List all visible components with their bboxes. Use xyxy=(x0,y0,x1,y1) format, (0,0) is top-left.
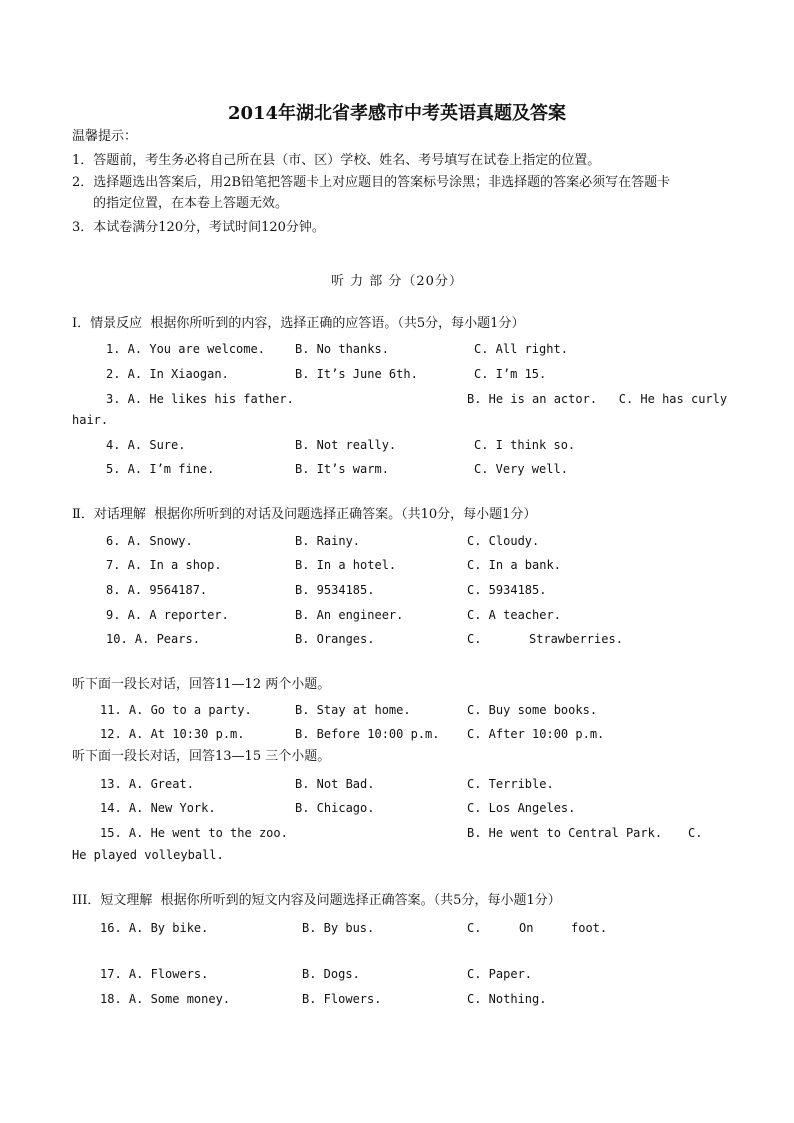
tip-1: 1．答题前，考生务必将自己所在县（市、区）学校、姓名、考号填写在试卷上指定的位置。 xyxy=(72,153,601,168)
q17-option-c: C. Paper. xyxy=(467,967,533,981)
tips-label: 温馨提示： xyxy=(72,129,138,144)
q4-option-c: C. I think so. xyxy=(474,438,576,452)
q4-option-b: B. Not really. xyxy=(295,438,397,452)
q18-option-c: C. Nothing. xyxy=(467,992,547,1006)
q17-option-a: 17. A. Flowers. xyxy=(100,967,209,981)
section-1-header: I．情景反应 根据你所听到的内容，选择正确的应答语。（共5分，每小题1分） xyxy=(72,316,525,331)
q3-option-c-cont: hair. xyxy=(72,413,109,427)
tip-2-cont: 的指定位置，在本卷上答题无效。 xyxy=(93,196,289,211)
long-dialogue-1-instruction: 听下面一段长对话，回答11—12 两个小题。 xyxy=(72,677,331,692)
q11-option-a: 11. A. Go to a party. xyxy=(100,703,252,717)
q1-option-a: 1. A. You are welcome. xyxy=(106,342,265,356)
q6-option-c: C. Cloudy. xyxy=(467,534,540,548)
q16-option-b: B. By bus. xyxy=(302,921,375,935)
q10-option-c: C. xyxy=(467,632,482,646)
q10-option-b: B. Oranges. xyxy=(295,632,375,646)
tip-2: 2．选择题选出答案后，用2B铅笔把答题卡上对应题目的答案标号涂黑；非选择题的答案必须写在答题卡 xyxy=(72,175,671,190)
q12-option-a: 12. A. At 10:30 p.m. xyxy=(100,727,245,741)
q15-option-a: 15. A. He went to the zoo. xyxy=(100,826,288,840)
q2-option-c: C. I’m 15. xyxy=(474,367,547,381)
q4-option-a: 4. A. Sure. xyxy=(106,438,186,452)
q2-option-a: 2. A. In Xiaogan. xyxy=(106,367,229,381)
q12-option-c: C. After 10:00 p.m. xyxy=(467,727,605,741)
q15-option-b: B. He went to Central Park. xyxy=(467,826,663,840)
q13-option-b: B. Not Bad. xyxy=(295,777,375,791)
tip-3: 3．本试卷满分120分，考试时间120分钟。 xyxy=(72,220,325,235)
page-title: 2014年湖北省孝感市中考英语真题及答案 xyxy=(227,103,567,124)
q14-option-c: C. Los Angeles. xyxy=(467,801,576,815)
q10-option-c-text: Strawberries. xyxy=(529,632,623,646)
q12-option-b: B. Before 10:00 p.m. xyxy=(295,727,440,741)
q18-option-a: 18. A. Some money. xyxy=(100,992,231,1006)
q9-option-a: 9. A. A reporter. xyxy=(106,608,229,622)
q16-option-a: 16. A. By bike. xyxy=(100,921,209,935)
q7-option-a: 7. A. In a shop. xyxy=(106,558,222,572)
q8-option-a: 8. A. 9564187. xyxy=(106,583,208,597)
q3-option-a: 3. A. He likes his father. xyxy=(106,392,294,406)
q9-option-b: B. An engineer. xyxy=(295,608,404,622)
listening-heading: 听 力 部 分（20分） xyxy=(331,274,463,289)
q17-option-b: B. Dogs. xyxy=(302,967,360,981)
q13-option-a: 13. A. Great. xyxy=(100,777,194,791)
q10-option-a: 10. A. Pears. xyxy=(106,632,200,646)
q9-option-c: C. A teacher. xyxy=(467,608,561,622)
q7-option-c: C. In a bank. xyxy=(467,558,561,572)
q16-option-c-word1: On xyxy=(519,921,534,935)
q5-option-c: C. Very well. xyxy=(474,462,568,476)
q8-option-c: C. 5934185. xyxy=(467,583,547,597)
q14-option-b: B. Chicago. xyxy=(295,801,375,815)
q8-option-b: B. 9534185. xyxy=(295,583,375,597)
q16-option-c-word2: foot. xyxy=(571,921,608,935)
q7-option-b: B. In a hotel. xyxy=(295,558,397,572)
q6-option-a: 6. A. Snowy. xyxy=(106,534,193,548)
q16-option-c: C. xyxy=(467,921,482,935)
long-dialogue-2-instruction: 听下面一段长对话，回答13—15 三个小题。 xyxy=(72,749,331,764)
q11-option-b: B. Stay at home. xyxy=(295,703,411,717)
q15-option-c: C. xyxy=(688,826,703,840)
section-3-header: III．短文理解 根据你所听到的短文内容及问题选择正确答案。（共5分，每小题1分） xyxy=(72,893,561,908)
q3-option-bc: B. He is an actor. C. He has curly xyxy=(467,392,728,406)
q1-option-b: B. No thanks. xyxy=(295,342,389,356)
q11-option-c: C. Buy some books. xyxy=(467,703,598,717)
q18-option-b: B. Flowers. xyxy=(302,992,382,1006)
q14-option-a: 14. A. New York. xyxy=(100,801,216,815)
q13-option-c: C. Terrible. xyxy=(467,777,554,791)
q6-option-b: B. Rainy. xyxy=(295,534,361,548)
q1-option-c: C. All right. xyxy=(474,342,568,356)
q5-option-a: 5. A. I’m fine. xyxy=(106,462,215,476)
q15-option-c-cont: He played volleyball. xyxy=(72,848,224,862)
section-2-header: Ⅱ．对话理解 根据你所听到的对话及问题选择正确答案。（共10分，每小题1分） xyxy=(72,507,537,522)
q2-option-b: B. It’s June 6th. xyxy=(295,367,418,381)
q5-option-b: B. It’s warm. xyxy=(295,462,389,476)
